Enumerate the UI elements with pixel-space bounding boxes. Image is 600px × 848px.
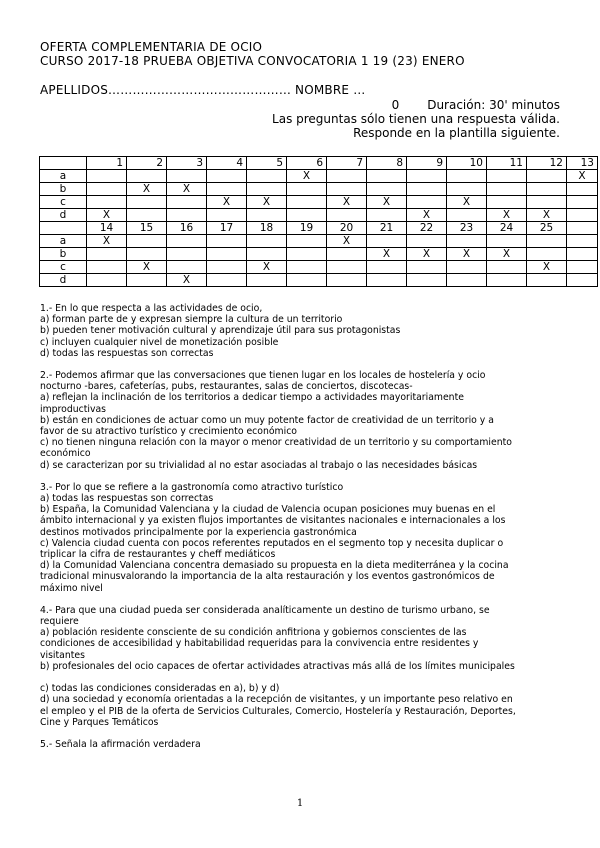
question-stem: 4.- Para que una ciudad pueda ser considerada analíticamente un destino de turismo urbano, se	[40, 604, 490, 616]
grid-answer-cell	[327, 209, 367, 222]
grid-answer-cell	[567, 183, 598, 196]
grid-answer-cell	[87, 248, 127, 261]
grid-answer-cell: X	[487, 209, 527, 222]
grid-answer-row	[40, 209, 598, 222]
grid-option-label: b	[40, 183, 87, 196]
grid-answer-cell	[287, 196, 327, 209]
grid-option-label: d	[40, 209, 87, 222]
course-title: OFERTA COMPLEMENTARIA DE OCIO	[40, 40, 263, 54]
question-line: Cine y Parques Temáticos	[40, 716, 159, 728]
grid-answer-cell	[287, 183, 327, 196]
question-line: d) la Comunidad Valenciana concentra demasiado su propuesta en la dieta mediterránea y la cocina	[40, 560, 509, 572]
grid-question-number: 21	[367, 222, 407, 235]
question-line: d) una sociedad y economía orientadas a la recepción de visitantes, y un importante peso relativo en	[40, 694, 513, 706]
grid-option-label: a	[40, 235, 87, 248]
grid-answer-cell: X	[87, 235, 127, 248]
grid-answer-cell	[207, 183, 247, 196]
question-line: triplicar la cifra de restaurantes y cheff mediáticos	[40, 549, 276, 561]
page-number: 1	[296, 798, 304, 809]
grid-answer-cell	[407, 170, 447, 183]
question-list	[40, 303, 565, 761]
question-line: a) reflejan la inclinación de los territorios a dedicar tiempo a actividades mayoritariamente	[40, 392, 464, 404]
grid-option-label: d	[40, 274, 87, 287]
grid-answer-cell	[567, 196, 598, 209]
grid-answer-cell: X	[327, 235, 367, 248]
grid-question-number: 15	[127, 222, 167, 235]
grid-answer-cell	[487, 235, 527, 248]
grid-answer-cell	[87, 183, 127, 196]
question-line: a) todas las respuestas son correctas	[40, 493, 214, 505]
grid-answer-cell	[247, 235, 287, 248]
grid-answer-cell	[247, 274, 287, 287]
grid-answer-cell	[247, 170, 287, 183]
grid-answer-cell	[167, 196, 207, 209]
grid-answer-cell: X	[527, 209, 567, 222]
grid-answer-row	[40, 235, 598, 248]
question-line: c) todas las condiciones consideradas en a), b) y d)	[40, 683, 280, 695]
grid-question-number: 18	[247, 222, 287, 235]
score-zero: 0	[391, 98, 400, 112]
grid-question-number: 22	[407, 222, 447, 235]
grid-question-number: 17	[207, 222, 247, 235]
question-line: condiciones de accesibilidad y habitabilidad requeridas para la convivencia entre residentes y	[40, 638, 479, 650]
grid-answer-cell	[567, 209, 598, 222]
grid-answer-cell	[247, 209, 287, 222]
question-line: improductivas	[40, 403, 107, 415]
question-line: destinos motivados principalmente por la experiencia gastronómica	[40, 526, 357, 538]
question-line: d) todas las respuestas son correctas	[40, 347, 214, 359]
grid-answer-cell	[207, 261, 247, 274]
grid-answer-cell: X	[167, 183, 207, 196]
answer-grid	[39, 156, 598, 287]
grid-answer-cell	[207, 209, 247, 222]
grid-answer-cell	[407, 274, 447, 287]
grid-answer-cell	[287, 274, 327, 287]
grid-question-number: 19	[287, 222, 327, 235]
grid-answer-cell	[87, 261, 127, 274]
grid-answer-cell	[127, 274, 167, 287]
grid-answer-cell	[247, 248, 287, 261]
grid-answer-cell	[447, 170, 487, 183]
grid-answer-cell	[487, 196, 527, 209]
grid-question-number: 7	[327, 157, 367, 170]
instruction-valid-answer: Las preguntas sólo tienen una respuesta válida.	[272, 112, 560, 126]
grid-answer-cell	[527, 170, 567, 183]
question-line: ámbito internacional y ya existen flujos importantes de visitantes nacionales e internacionales a los	[40, 515, 506, 527]
question-line: b) profesionales del ocio capaces de ofertar actividades atractivas más allá de los límites municipales	[40, 660, 515, 672]
grid-answer-cell	[287, 261, 327, 274]
grid-answer-row	[40, 248, 598, 261]
question-1	[40, 303, 565, 359]
grid-answer-cell	[327, 248, 367, 261]
grid-answer-cell	[287, 209, 327, 222]
grid-answer-cell: X	[447, 248, 487, 261]
grid-question-number: 24	[487, 222, 527, 235]
question-line: c) incluyen cualquier nivel de monetización posible	[40, 336, 279, 348]
grid-answer-cell	[487, 261, 527, 274]
exam-title: CURSO 2017-18 PRUEBA OBJETIVA CONVOCATORIA 1 19 (23) ENERO	[40, 54, 465, 68]
question-line: a) forman parte de y expresan siempre la cultura de un territorio	[40, 314, 343, 326]
grid-answer-row	[40, 196, 598, 209]
grid-option-label: a	[40, 170, 87, 183]
grid-answer-cell	[367, 183, 407, 196]
blank-gap	[40, 672, 565, 683]
grid-question-number: 23	[447, 222, 487, 235]
grid-answer-cell	[247, 183, 287, 196]
question-stem: 1.- En lo que respecta a las actividades de ocio,	[40, 303, 263, 314]
grid-number-row	[40, 222, 598, 235]
grid-answer-cell	[367, 261, 407, 274]
grid-answer-cell	[327, 183, 367, 196]
grid-answer-row	[40, 170, 598, 183]
grid-answer-cell: X	[487, 248, 527, 261]
grid-answer-cell	[447, 183, 487, 196]
question-4	[40, 605, 565, 728]
question-line: d) se caracterizan por su trivialidad al no estar asociadas al trabajo o las necesidades básicas	[40, 459, 478, 471]
grid-answer-cell	[87, 170, 127, 183]
grid-answer-row	[40, 183, 598, 196]
grid-answer-cell	[527, 248, 567, 261]
grid-question-number: 4	[207, 157, 247, 170]
grid-question-number: 6	[287, 157, 327, 170]
grid-answer-cell	[207, 235, 247, 248]
grid-answer-cell	[407, 235, 447, 248]
grid-answer-cell	[527, 235, 567, 248]
question-line: c) Valencia ciudad cuenta con pocos referentes reputados en el segmento top y necesita duplicar o	[40, 537, 504, 549]
grid-answer-cell: X	[247, 196, 287, 209]
grid-answer-cell: X	[287, 170, 327, 183]
grid-question-number: 20	[327, 222, 367, 235]
grid-answer-cell	[167, 248, 207, 261]
grid-answer-cell	[87, 274, 127, 287]
grid-answer-cell: X	[407, 209, 447, 222]
duration-line	[392, 98, 560, 112]
grid-number-row	[40, 157, 598, 170]
question-2	[40, 370, 565, 471]
question-3	[40, 482, 565, 594]
grid-answer-cell	[127, 170, 167, 183]
grid-answer-cell	[367, 170, 407, 183]
grid-answer-cell	[487, 170, 527, 183]
grid-question-number: 25	[527, 222, 567, 235]
grid-question-number: 9	[407, 157, 447, 170]
grid-answer-cell	[327, 170, 367, 183]
grid-answer-cell	[207, 170, 247, 183]
question-line: b) están en condiciones de actuar como un muy potente factor de creatividad de un territorio y a	[40, 414, 494, 426]
grid-answer-cell	[167, 209, 207, 222]
grid-answer-cell	[87, 196, 127, 209]
grid-answer-cell	[527, 274, 567, 287]
grid-answer-cell: X	[327, 196, 367, 209]
question-stem: 2.- Podemos afirmar que las conversaciones que tienen lugar en los locales de hostelería y ocio	[40, 370, 486, 382]
grid-answer-cell	[367, 209, 407, 222]
question-5	[40, 739, 565, 750]
grid-option-label: c	[40, 196, 87, 209]
question-line: a) población residente consciente de su condición anfitriona y gobiernos conscientes de las	[40, 627, 467, 639]
grid-question-number: 10	[447, 157, 487, 170]
grid-answer-cell: X	[447, 196, 487, 209]
grid-answer-cell	[367, 274, 407, 287]
grid-answer-cell: X	[367, 248, 407, 261]
name-line: APELLIDOS……………………………………… NOMBRE …	[40, 83, 366, 97]
grid-answer-cell	[447, 235, 487, 248]
grid-answer-cell	[527, 183, 567, 196]
grid-question-number: 14	[87, 222, 127, 235]
question-line: máximo nivel	[40, 582, 103, 594]
grid-answer-cell	[167, 261, 207, 274]
grid-answer-cell	[167, 170, 207, 183]
question-line: el empleo y el PIB de la oferta de Servicios Culturales, Comercio, Hostelería y Restauración, Deportes,	[40, 705, 516, 717]
grid-answer-cell	[447, 261, 487, 274]
grid-option-label: b	[40, 248, 87, 261]
question-line: requiere	[40, 616, 79, 628]
grid-question-number: 8	[367, 157, 407, 170]
grid-answer-cell	[447, 209, 487, 222]
grid-answer-cell	[287, 248, 327, 261]
duration-text: Duración: 30' minutos	[427, 98, 560, 112]
grid-answer-cell	[407, 261, 447, 274]
grid-answer-cell	[447, 274, 487, 287]
grid-answer-cell	[127, 196, 167, 209]
grid-answer-cell: X	[247, 261, 287, 274]
grid-corner-cell	[40, 222, 87, 235]
grid-answer-cell	[567, 235, 598, 248]
grid-answer-cell	[487, 274, 527, 287]
grid-answer-cell: X	[167, 274, 207, 287]
grid-question-number: 5	[247, 157, 287, 170]
grid-question-number: 1	[87, 157, 127, 170]
grid-answer-cell	[567, 261, 598, 274]
grid-answer-cell	[327, 261, 367, 274]
grid-answer-cell	[367, 235, 407, 248]
grid-question-number: 16	[167, 222, 207, 235]
grid-answer-row	[40, 274, 598, 287]
grid-question-number: 11	[487, 157, 527, 170]
grid-answer-cell: X	[527, 261, 567, 274]
question-stem: 3.- Por lo que se refiere a la gastronomía como atractivo turístico	[40, 481, 344, 493]
question-line: b) pueden tener motivación cultural y aprendizaje útil para sus protagonistas	[40, 325, 401, 337]
grid-answer-cell: X	[567, 170, 598, 183]
question-line: económico	[40, 448, 91, 460]
grid-question-number: 2	[127, 157, 167, 170]
question-line: b) España, la Comunidad Valenciana y la ciudad de Valencia ocupan posiciones muy buenas en el	[40, 504, 496, 516]
grid-question-number: 13	[567, 157, 598, 170]
grid-option-label: c	[40, 261, 87, 274]
grid-answer-cell: X	[127, 183, 167, 196]
question-stem: 5.- Señala la afirmación verdadera	[40, 738, 201, 750]
grid-answer-cell: X	[367, 196, 407, 209]
grid-answer-cell	[127, 248, 167, 261]
grid-answer-row	[40, 261, 598, 274]
instruction-template: Responde en la plantilla siguiente.	[353, 126, 560, 140]
grid-answer-cell	[327, 274, 367, 287]
question-line: visitantes	[40, 649, 85, 661]
grid-answer-cell: X	[87, 209, 127, 222]
grid-answer-cell	[207, 248, 247, 261]
question-line: nocturno -bares, cafeterías, pubs, restaurantes, salas de conciertos, discotecas-	[40, 381, 413, 393]
question-line: tradicional minusvalorando la importancia de la alta restauración y los eventos gastronómicos de	[40, 571, 495, 583]
grid-answer-cell	[527, 196, 567, 209]
grid-answer-cell	[287, 235, 327, 248]
grid-question-number: 3	[167, 157, 207, 170]
grid-answer-cell	[567, 248, 598, 261]
grid-answer-cell	[407, 196, 447, 209]
grid-answer-cell	[127, 209, 167, 222]
grid-question-number	[567, 222, 598, 235]
grid-answer-cell	[487, 183, 527, 196]
grid-question-number: 12	[527, 157, 567, 170]
grid-corner-cell	[40, 157, 87, 170]
grid-answer-cell	[167, 235, 207, 248]
grid-answer-cell: X	[207, 196, 247, 209]
question-line: c) no tienen ninguna relación con la mayor o menor creatividad de un territorio y su comportamiento	[40, 437, 512, 449]
question-line: favor de su atractivo turístico y crecimiento económico	[40, 426, 297, 438]
grid-answer-cell	[127, 235, 167, 248]
grid-answer-cell	[207, 274, 247, 287]
grid-answer-cell: X	[127, 261, 167, 274]
grid-answer-cell: X	[407, 248, 447, 261]
grid-answer-cell	[567, 274, 598, 287]
grid-answer-cell	[407, 183, 447, 196]
